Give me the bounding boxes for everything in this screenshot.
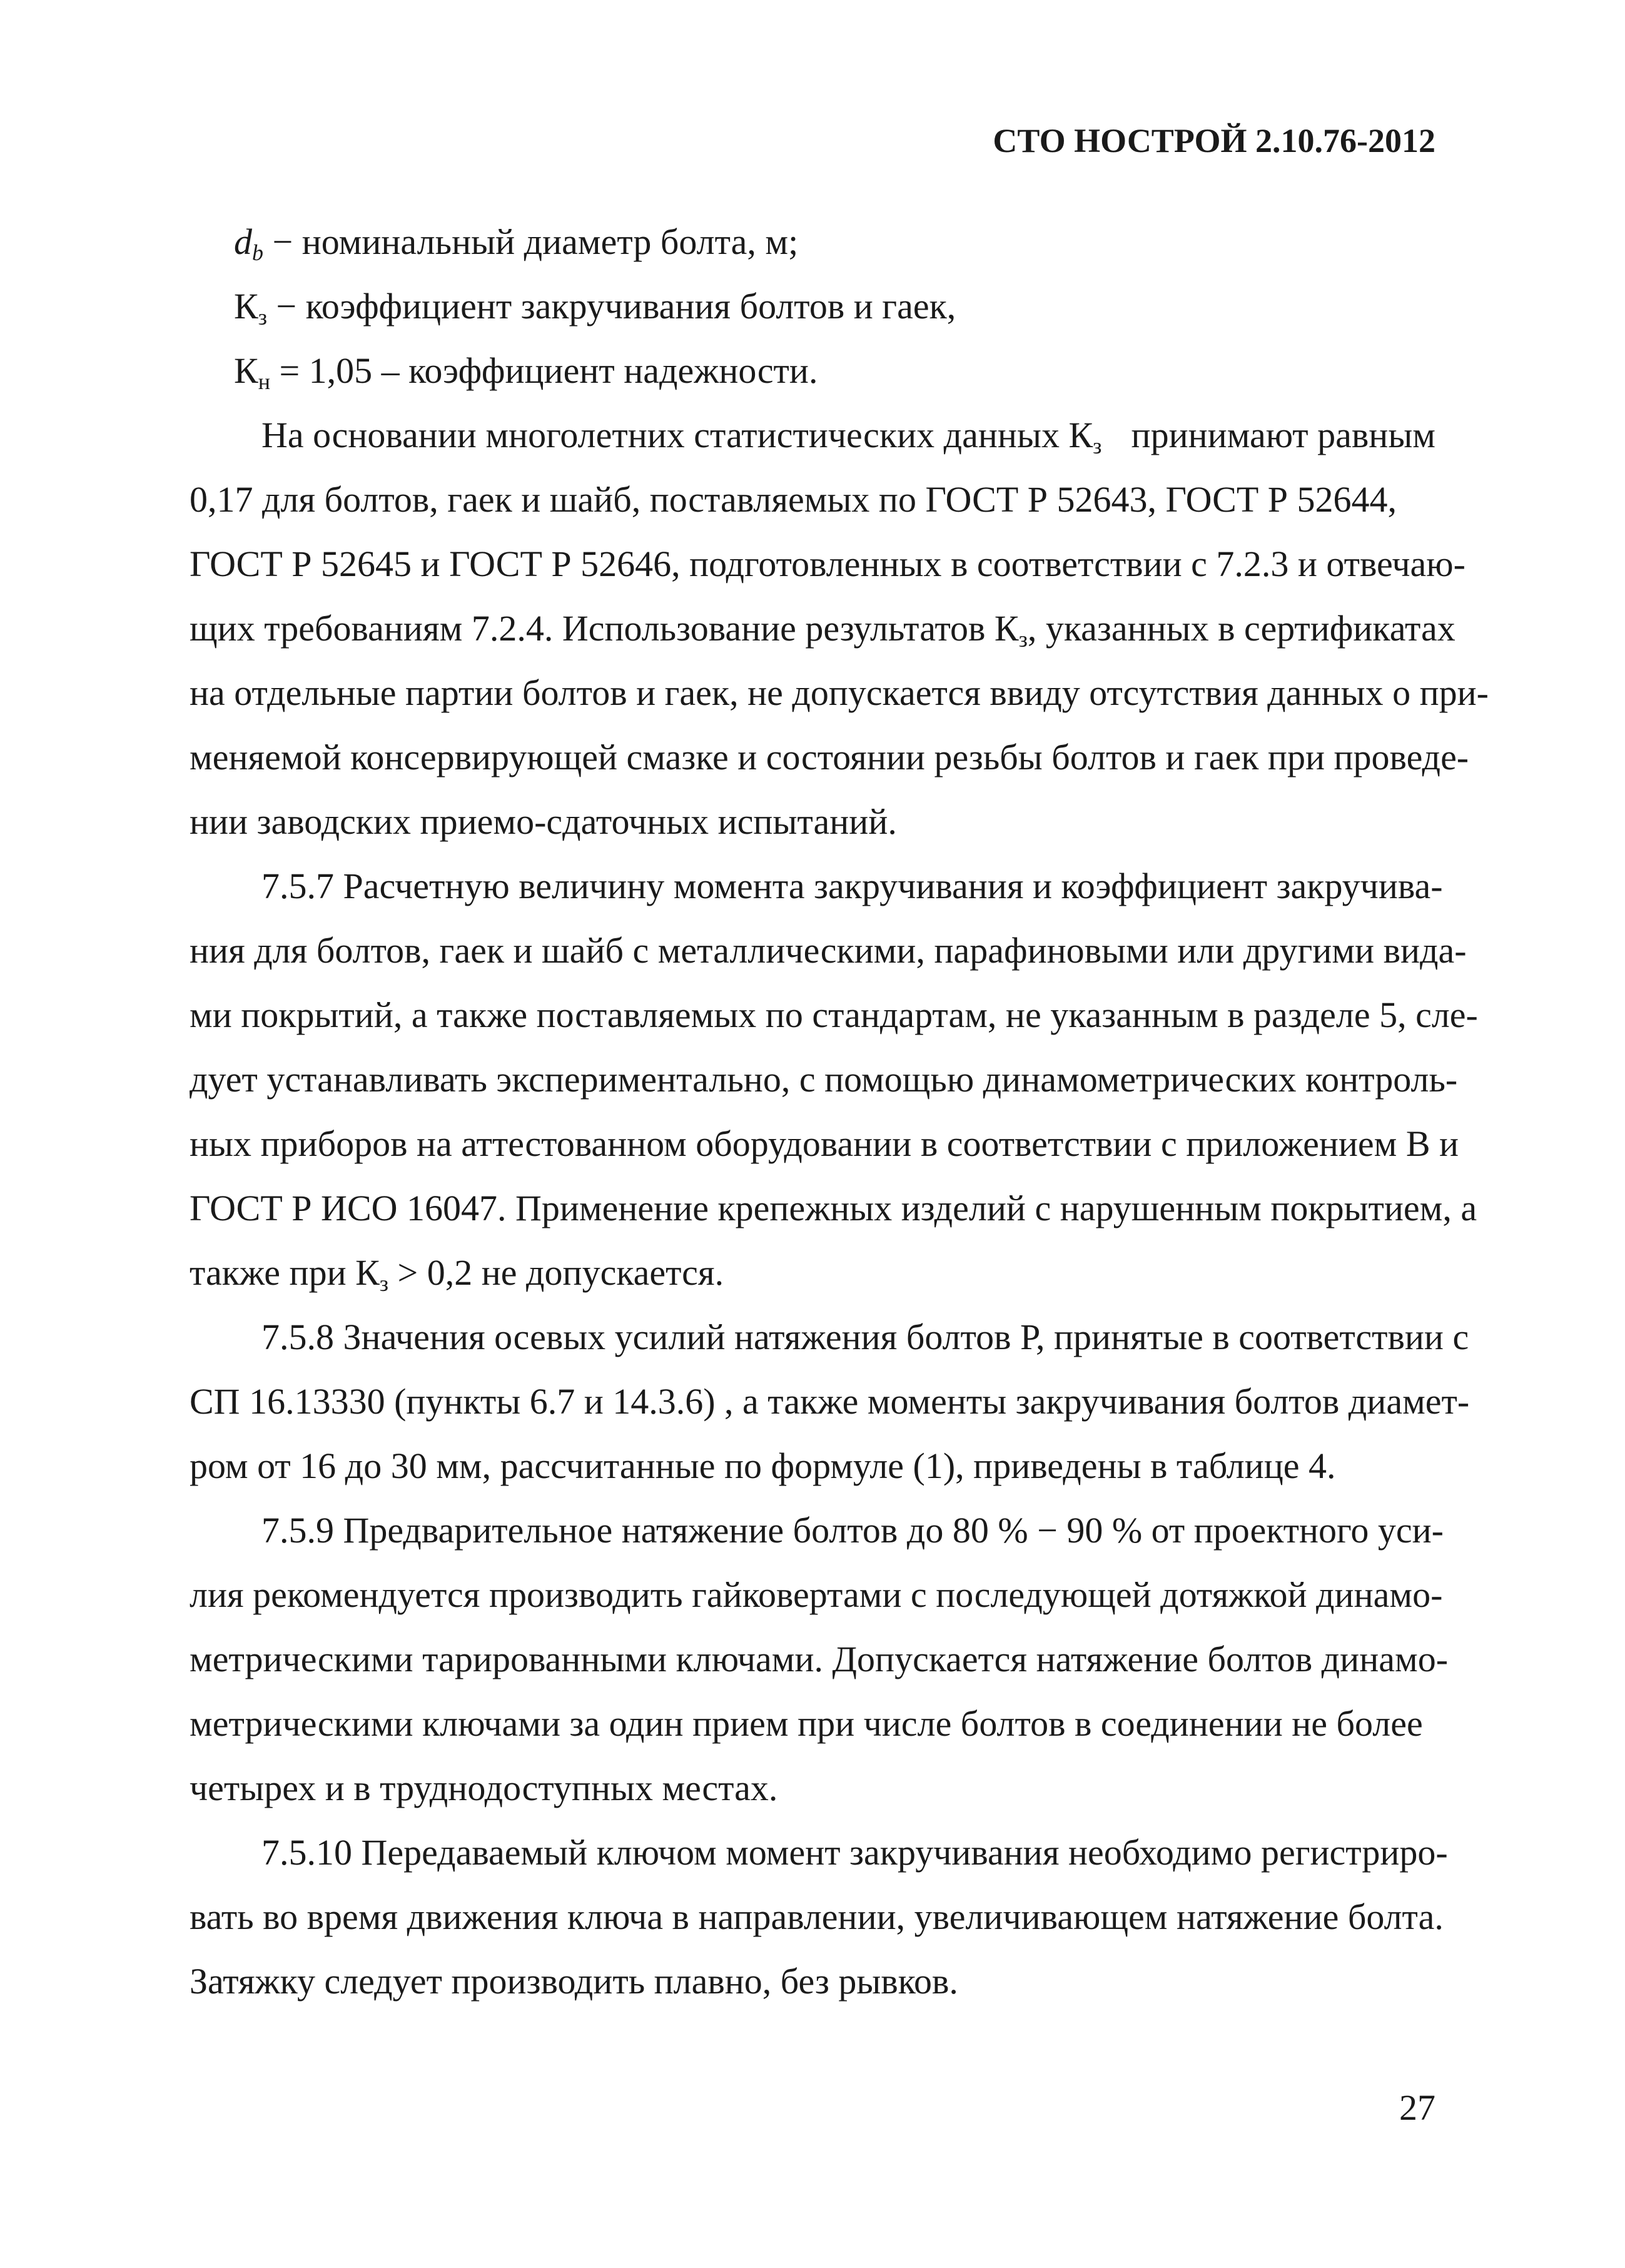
text-line: 7.5.7 Расчетную величину момента закручивания и коэффициент закручива- <box>261 866 1443 906</box>
text-line: ния для болтов, гаек и шайб с металлическими, парафиновыми или другими вида- <box>190 930 1467 971</box>
text-line: нии заводских приемо-сдаточных испытаний. <box>190 801 897 842</box>
text-line: На основании многолетних статистических данных $К_з$ принимают равным <box>261 415 1435 458</box>
paragraph-statistics <box>190 403 1489 854</box>
text-line: СП 16.13330 (пункты 6.7 и 14.3.6) , а также моменты закручивания болтов диамет- <box>190 1381 1470 1422</box>
text-line: метрическими тарированными ключами. Допускается натяжение болтов динамо- <box>190 1639 1449 1679</box>
text-line: метрическими ключами за один прием при числе болтов в соединении не более <box>190 1703 1423 1744</box>
text-line: 7.5.10 Передаваемый ключом момент закручивания необходимо регистриро- <box>261 1832 1448 1873</box>
text-line: ром от 16 до 30 мм, рассчитанные по формуле (1), приведены в таблице 4. <box>190 1445 1336 1486</box>
text-line: вать во время движения ключа в направлении, увеличивающем натяжение болта. <box>190 1896 1444 1937</box>
text-line: меняемой консервирующей смазке и состоянии резьбы болтов и гаек при проведе- <box>190 737 1469 777</box>
definition-kz: $К_з$ − коэффициент закручивания болтов и гаек, <box>234 286 956 330</box>
text-line: щих требованиям 7.2.4. Использование результатов $К_з$ , указанных в сертификатах <box>190 608 1455 652</box>
text-line: ми покрытий, а также поставляемых по стандартам, не указанным в разделе 5, сле- <box>190 995 1478 1035</box>
text-line: 7.5.8 Значения осевых усилий натяжения болтов Р, принятые в соответствии с <box>261 1317 1469 1357</box>
text-line: на отдельные партии болтов и гаек, не допускается ввиду отсутствия данных о при- <box>190 672 1489 713</box>
text-line: Затяжку следует производить плавно, без рывков. <box>190 1961 958 2002</box>
text-line: четырех и в труднодоступных местах. <box>190 1768 778 1808</box>
paragraph-7-5-8 <box>190 1305 1470 1498</box>
document-header: СТО НОСТРОЙ 2.10.76-2012 <box>993 122 1435 159</box>
text-line: ГОСТ Р ИСО 16047. Применение крепежных изделий с нарушенным покрытием, а <box>190 1188 1477 1228</box>
paragraph-7-5-7 <box>190 854 1478 1305</box>
definition-kn: $К_н = 1,05$ – коэффициент надежности. <box>234 350 818 394</box>
page-number: 27 <box>1399 2087 1435 2128</box>
paragraph-7-5-10 <box>190 1820 1448 2013</box>
text-line: лия рекомендуется производить гайковертами с последующей дотяжкой динамо- <box>190 1574 1443 1615</box>
text-line: 7.5.9 Предварительное натяжение болтов до 80 % − 90 % от проектного уси- <box>261 1510 1444 1551</box>
text-line: также при $К_з > 0,2$ не допускается. <box>190 1252 724 1296</box>
text-line: дует устанавливать экспериментально, с помощью динамометрических контроль- <box>190 1059 1458 1100</box>
document-body <box>190 210 1489 2013</box>
definition-db: $d_b$ − номинальный диаметр болта, м; <box>234 221 799 265</box>
text-line: 0,17 для болтов, гаек и шайб, поставляемых по ГОСТ Р 52643, ГОСТ Р 52644, <box>190 479 1397 520</box>
text-line: ных приборов на аттестованном оборудовании в соответствии с приложением В и <box>190 1123 1459 1164</box>
paragraph-7-5-9 <box>190 1498 1449 1820</box>
text-line: ГОСТ Р 52645 и ГОСТ Р 52646, подготовленных в соответствии с 7.2.3 и отвечаю- <box>190 544 1466 584</box>
